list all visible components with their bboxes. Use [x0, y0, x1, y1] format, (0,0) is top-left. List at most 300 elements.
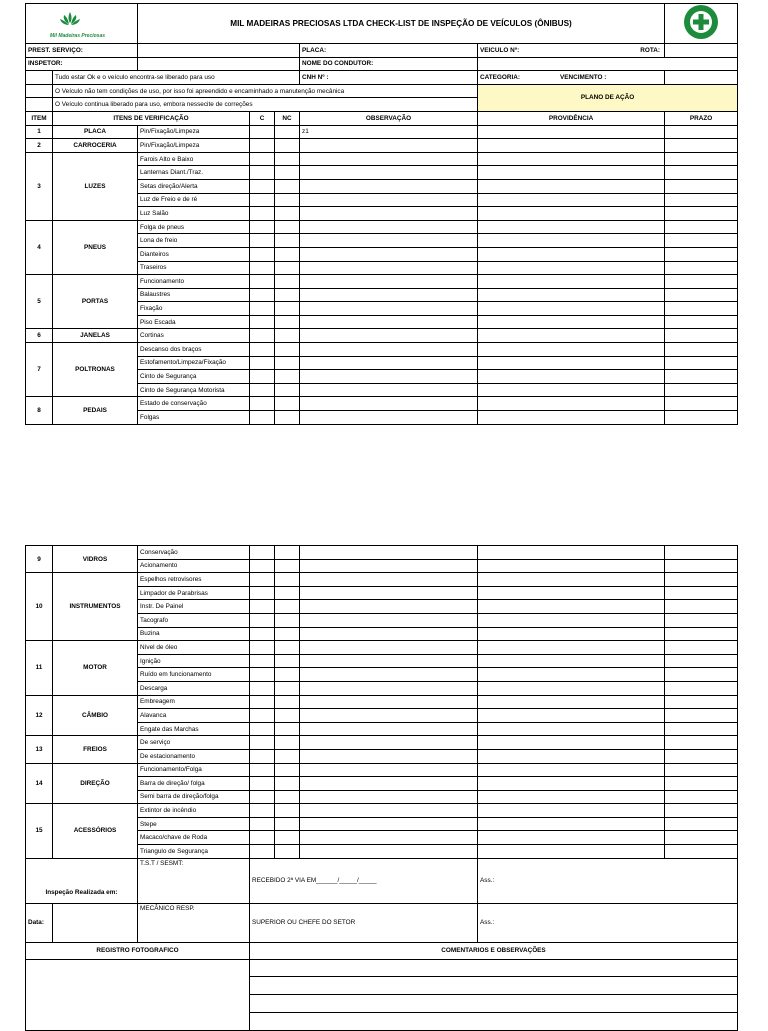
prazo-field[interactable]: [665, 709, 738, 723]
prazo-field[interactable]: [665, 356, 738, 370]
providencia-field[interactable]: [478, 668, 665, 682]
observacao-field[interactable]: [300, 804, 478, 818]
observacao-field[interactable]: [300, 343, 478, 357]
placa-label: PLACA:: [300, 44, 478, 58]
providencia-field[interactable]: [478, 125, 665, 139]
checklist-row: [26, 804, 738, 818]
superior-label[interactable]: SUPERIOR OU CHEFE DO SETOR: [250, 903, 478, 942]
providencia-field[interactable]: [478, 654, 665, 668]
check-item-label: Ignição: [138, 654, 250, 668]
nc-checkbox[interactable]: [275, 736, 300, 750]
check-item-label: Lanternas Diant./Traz.: [138, 166, 250, 180]
page-title: MIL MADEIRAS PRECIOSAS LTDA CHECK-LIST DE INSPEÇÃO DE VEÍCULOS (ÔNIBUS): [138, 4, 665, 44]
c-checkbox[interactable]: [250, 315, 275, 329]
c-checkbox[interactable]: [250, 668, 275, 682]
item-group-name: PLACA: [53, 125, 138, 139]
c-checkbox[interactable]: [250, 397, 275, 411]
comentario-line[interactable]: [250, 995, 738, 1013]
providencia-field[interactable]: [478, 302, 665, 316]
nc-checkbox[interactable]: [275, 302, 300, 316]
check-item-label: Farois Alto e Baixo: [138, 152, 250, 166]
observacao-field[interactable]: [300, 831, 478, 845]
c-checkbox[interactable]: [250, 207, 275, 221]
prazo-field[interactable]: [665, 343, 738, 357]
observacao-field[interactable]: [300, 627, 478, 641]
nc-checkbox[interactable]: [275, 288, 300, 302]
check-item-label: Lona de freio: [138, 234, 250, 248]
inspetor-field[interactable]: [138, 57, 300, 71]
prazo-field[interactable]: [665, 559, 738, 573]
providencia-field[interactable]: [478, 722, 665, 736]
observacao-field[interactable]: [300, 573, 478, 587]
c-checkbox[interactable]: [250, 613, 275, 627]
providencia-field[interactable]: [478, 790, 665, 804]
nc-checkbox[interactable]: [275, 315, 300, 329]
providencia-field[interactable]: [478, 234, 665, 248]
c-checkbox[interactable]: [250, 804, 275, 818]
nc-checkbox[interactable]: [275, 546, 300, 560]
nc-checkbox[interactable]: [275, 275, 300, 289]
providencia-field[interactable]: [478, 179, 665, 193]
observacao-field[interactable]: [300, 356, 478, 370]
observacao-field[interactable]: [300, 207, 478, 221]
nome-condutor-field[interactable]: [478, 57, 738, 71]
prazo-field[interactable]: [665, 302, 738, 316]
c-checkbox[interactable]: [250, 777, 275, 791]
observacao-field[interactable]: [300, 722, 478, 736]
providencia-field[interactable]: [478, 804, 665, 818]
c-checkbox[interactable]: [250, 383, 275, 397]
comentario-line[interactable]: [250, 977, 738, 995]
prazo-field[interactable]: [665, 315, 738, 329]
check-item-label: Traseiros: [138, 261, 250, 275]
prazo-field[interactable]: [665, 668, 738, 682]
prazo-field[interactable]: [665, 831, 738, 845]
nc-checkbox[interactable]: [275, 722, 300, 736]
c-checkbox[interactable]: [250, 125, 275, 139]
check-item-label: Semi barra de direção/folga: [138, 790, 250, 804]
nc-checkbox[interactable]: [275, 790, 300, 804]
checklist-row: [26, 736, 738, 750]
nc-checkbox[interactable]: [275, 831, 300, 845]
c-checkbox[interactable]: [250, 329, 275, 343]
c-checkbox[interactable]: [250, 845, 275, 859]
item-group-name: VIDROS: [53, 546, 138, 573]
observacao-field[interactable]: [300, 247, 478, 261]
providencia-field[interactable]: [478, 397, 665, 411]
c-checkbox[interactable]: [250, 586, 275, 600]
prazo-field[interactable]: [665, 166, 738, 180]
item-group-name: CÂMBIO: [53, 695, 138, 736]
nc-checkbox[interactable]: [275, 804, 300, 818]
nc-checkbox[interactable]: [275, 234, 300, 248]
nc-checkbox[interactable]: [275, 247, 300, 261]
nc-checkbox[interactable]: [275, 600, 300, 614]
c-checkbox[interactable]: [250, 356, 275, 370]
observacao-field[interactable]: [300, 411, 478, 425]
prazo-field[interactable]: [665, 573, 738, 587]
providencia-field[interactable]: [478, 586, 665, 600]
prest-servico-label: PREST. SERVIÇO:: [26, 44, 138, 58]
prazo-field[interactable]: [665, 383, 738, 397]
providencia-field[interactable]: [478, 275, 665, 289]
nc-checkbox[interactable]: [275, 343, 300, 357]
nome-condutor-label: NOME DO CONDUTOR:: [300, 57, 478, 71]
providencia-field[interactable]: [478, 573, 665, 587]
nc-checkbox[interactable]: [275, 613, 300, 627]
checklist-row: [26, 220, 738, 234]
ass-1-label[interactable]: Ass.:: [478, 858, 738, 903]
checklist-row: [26, 343, 738, 357]
c-checkbox[interactable]: [250, 654, 275, 668]
c-checkbox[interactable]: [250, 831, 275, 845]
providencia-field[interactable]: [478, 559, 665, 573]
nc-checkbox[interactable]: [275, 193, 300, 207]
c-checkbox[interactable]: [250, 247, 275, 261]
observacao-field[interactable]: [300, 763, 478, 777]
observacao-field[interactable]: [300, 641, 478, 655]
c-checkbox[interactable]: [250, 179, 275, 193]
nc-checkbox[interactable]: [275, 654, 300, 668]
tst-label[interactable]: T.S.T / SESMT:: [138, 858, 250, 903]
comentarios-header: COMENTARIOS E OBSERVAÇÕES: [250, 942, 738, 959]
check-item-label: Limpador de Parabrisas: [138, 586, 250, 600]
providencia-field[interactable]: [478, 356, 665, 370]
providencia-field[interactable]: [478, 139, 665, 153]
checklist-row: [26, 695, 738, 709]
observacao-field[interactable]: [300, 179, 478, 193]
observacao-field[interactable]: [300, 695, 478, 709]
providencia-field[interactable]: [478, 627, 665, 641]
nc-checkbox[interactable]: [275, 125, 300, 139]
status-correcoes-checkbox[interactable]: [26, 98, 53, 112]
nc-checkbox[interactable]: [275, 586, 300, 600]
c-checkbox[interactable]: [250, 139, 275, 153]
observacao-field[interactable]: [300, 559, 478, 573]
nc-checkbox[interactable]: [275, 397, 300, 411]
c-checkbox[interactable]: [250, 749, 275, 763]
prazo-field[interactable]: [665, 152, 738, 166]
providencia-field[interactable]: [478, 749, 665, 763]
observacao-field[interactable]: [300, 736, 478, 750]
c-checkbox[interactable]: [250, 288, 275, 302]
c-checkbox[interactable]: [250, 817, 275, 831]
nc-checkbox[interactable]: [275, 166, 300, 180]
nc-checkbox[interactable]: [275, 668, 300, 682]
nc-checkbox[interactable]: [275, 139, 300, 153]
providencia-field[interactable]: [478, 695, 665, 709]
prazo-field[interactable]: [665, 641, 738, 655]
col-nc-header: NC: [275, 111, 300, 125]
item-group-name: MOTOR: [53, 641, 138, 695]
nc-checkbox[interactable]: [275, 220, 300, 234]
c-checkbox[interactable]: [250, 193, 275, 207]
prazo-field[interactable]: [665, 207, 738, 221]
check-item-label: Folgas: [138, 411, 250, 425]
observacao-field[interactable]: [300, 397, 478, 411]
nc-checkbox[interactable]: [275, 356, 300, 370]
item-group-name: PEDAIS: [53, 397, 138, 424]
check-item-label: De serviço: [138, 736, 250, 750]
recebido-label[interactable]: RECEBIDO 2ª VIA EM______/_____/_____: [250, 858, 478, 903]
observacao-field[interactable]: [300, 586, 478, 600]
item-group-name: FREIOS: [53, 736, 138, 763]
c-checkbox[interactable]: [250, 709, 275, 723]
nc-checkbox[interactable]: [275, 641, 300, 655]
observacao-field[interactable]: [300, 370, 478, 384]
c-checkbox[interactable]: [250, 166, 275, 180]
observacao-field[interactable]: [300, 668, 478, 682]
veiculo-label: VEICULO Nº: ROTA:: [478, 44, 665, 58]
providencia-field[interactable]: [478, 709, 665, 723]
rota-label: ROTA:: [640, 46, 661, 54]
nc-checkbox[interactable]: [275, 709, 300, 723]
providencia-field[interactable]: [478, 831, 665, 845]
nc-checkbox[interactable]: [275, 329, 300, 343]
prazo-field[interactable]: [665, 804, 738, 818]
nc-checkbox[interactable]: [275, 749, 300, 763]
check-item-label: Balaustres: [138, 288, 250, 302]
providencia-field[interactable]: [478, 288, 665, 302]
prazo-field[interactable]: [665, 247, 738, 261]
c-checkbox[interactable]: [250, 275, 275, 289]
observacao-field[interactable]: [300, 654, 478, 668]
check-item-label: Tacografo: [138, 613, 250, 627]
prazo-field[interactable]: [665, 139, 738, 153]
prazo-field[interactable]: [665, 546, 738, 560]
observacao-field[interactable]: [300, 152, 478, 166]
status-ok-checkbox[interactable]: [26, 71, 53, 85]
nc-checkbox[interactable]: [275, 681, 300, 695]
prazo-field[interactable]: [665, 586, 738, 600]
logo-text: Mil Madeiras Preciosas: [49, 33, 106, 39]
c-checkbox[interactable]: [250, 573, 275, 587]
nc-checkbox[interactable]: [275, 845, 300, 859]
prazo-field[interactable]: [665, 654, 738, 668]
check-item-label: Embreagem: [138, 695, 250, 709]
observacao-field[interactable]: [300, 288, 478, 302]
col-itens-header: ITENS DE VERIFICAÇÃO: [53, 111, 250, 125]
prazo-field[interactable]: [665, 220, 738, 234]
prazo-field[interactable]: [665, 179, 738, 193]
providencia-field[interactable]: [478, 207, 665, 221]
observacao-field[interactable]: [300, 790, 478, 804]
ass-2-label[interactable]: Ass.:: [478, 903, 738, 942]
providencia-field[interactable]: [478, 546, 665, 560]
checklist-row: [26, 125, 738, 139]
observacao-field[interactable]: z1: [300, 125, 478, 139]
c-checkbox[interactable]: [250, 641, 275, 655]
observacao-field[interactable]: [300, 709, 478, 723]
prazo-field[interactable]: [665, 600, 738, 614]
prazo-field[interactable]: [665, 763, 738, 777]
observacao-field[interactable]: [300, 220, 478, 234]
prazo-field[interactable]: [665, 627, 738, 641]
prazo-field[interactable]: [665, 749, 738, 763]
prazo-field[interactable]: [665, 411, 738, 425]
c-checkbox[interactable]: [250, 736, 275, 750]
cnh-label: CNH Nº :: [300, 71, 478, 85]
c-checkbox[interactable]: [250, 152, 275, 166]
nc-checkbox[interactable]: [275, 411, 300, 425]
prazo-field[interactable]: [665, 261, 738, 275]
c-checkbox[interactable]: [250, 695, 275, 709]
providencia-field[interactable]: [478, 247, 665, 261]
providencia-field[interactable]: [478, 193, 665, 207]
prest-servico-field[interactable]: [138, 44, 300, 58]
check-item-label: Folga de pneus: [138, 220, 250, 234]
prazo-field[interactable]: [665, 790, 738, 804]
observacao-field[interactable]: [300, 681, 478, 695]
observacao-field[interactable]: [300, 329, 478, 343]
observacao-field[interactable]: [300, 383, 478, 397]
col-c-header: C: [250, 111, 275, 125]
providencia-field[interactable]: [478, 370, 665, 384]
nc-checkbox[interactable]: [275, 261, 300, 275]
c-checkbox[interactable]: [250, 370, 275, 384]
item-group-name: LUZES: [53, 152, 138, 220]
c-checkbox[interactable]: [250, 411, 275, 425]
c-checkbox[interactable]: [250, 220, 275, 234]
observacao-field[interactable]: [300, 275, 478, 289]
check-item-label: Funcionamento: [138, 275, 250, 289]
prazo-field[interactable]: [665, 288, 738, 302]
providencia-field[interactable]: [478, 261, 665, 275]
item-number: 7: [26, 343, 53, 397]
c-checkbox[interactable]: [250, 559, 275, 573]
observacao-field[interactable]: [300, 315, 478, 329]
c-checkbox[interactable]: [250, 234, 275, 248]
nc-checkbox[interactable]: [275, 695, 300, 709]
check-item-label: Triangulo de Segurança: [138, 845, 250, 859]
prazo-field[interactable]: [665, 193, 738, 207]
c-checkbox[interactable]: [250, 546, 275, 560]
providencia-field[interactable]: [478, 641, 665, 655]
c-checkbox[interactable]: [250, 343, 275, 357]
observacao-field[interactable]: [300, 600, 478, 614]
prazo-field[interactable]: [665, 695, 738, 709]
nc-checkbox[interactable]: [275, 179, 300, 193]
observacao-field[interactable]: [300, 546, 478, 560]
categoria-label: CATEGORIA: VENCIMENTO :: [478, 71, 665, 85]
c-checkbox[interactable]: [250, 302, 275, 316]
check-item-label: Setas direção/Alerta: [138, 179, 250, 193]
nc-checkbox[interactable]: [275, 559, 300, 573]
providencia-field[interactable]: [478, 600, 665, 614]
comentario-line[interactable]: [250, 1012, 738, 1030]
providencia-field[interactable]: [478, 681, 665, 695]
providencia-field[interactable]: [478, 411, 665, 425]
providencia-field[interactable]: [478, 166, 665, 180]
observacao-field[interactable]: [300, 302, 478, 316]
status-apreendido-checkbox[interactable]: [26, 84, 53, 98]
providencia-field[interactable]: [478, 736, 665, 750]
registro-fotografico-area[interactable]: [26, 959, 250, 1030]
observacao-field[interactable]: [300, 261, 478, 275]
observacao-field[interactable]: [300, 845, 478, 859]
providencia-field[interactable]: [478, 845, 665, 859]
observacao-field[interactable]: [300, 777, 478, 791]
item-group-name: PNEUS: [53, 220, 138, 274]
prazo-field[interactable]: [665, 736, 738, 750]
c-checkbox[interactable]: [250, 681, 275, 695]
nc-checkbox[interactable]: [275, 573, 300, 587]
observacao-field[interactable]: [300, 613, 478, 627]
nc-checkbox[interactable]: [275, 207, 300, 221]
prazo-field[interactable]: [665, 722, 738, 736]
c-checkbox[interactable]: [250, 763, 275, 777]
nc-checkbox[interactable]: [275, 777, 300, 791]
col-observacao-header: OBSERVAÇÃO: [300, 111, 478, 125]
providencia-field[interactable]: [478, 329, 665, 343]
prazo-field[interactable]: [665, 777, 738, 791]
nc-checkbox[interactable]: [275, 817, 300, 831]
providencia-field[interactable]: [478, 763, 665, 777]
prazo-field[interactable]: [665, 275, 738, 289]
providencia-field[interactable]: [478, 613, 665, 627]
c-checkbox[interactable]: [250, 790, 275, 804]
observacao-field[interactable]: [300, 139, 478, 153]
nc-checkbox[interactable]: [275, 383, 300, 397]
nc-checkbox[interactable]: [275, 627, 300, 641]
comentario-line[interactable]: [250, 959, 738, 977]
nc-checkbox[interactable]: [275, 152, 300, 166]
observacao-field[interactable]: [300, 166, 478, 180]
check-item-label: Pin/Fixação/Limpeza: [138, 139, 250, 153]
checklist-row: [26, 641, 738, 655]
providencia-field[interactable]: [478, 343, 665, 357]
providencia-field[interactable]: [478, 777, 665, 791]
nc-checkbox[interactable]: [275, 370, 300, 384]
check-item-label: Barra de direção/ folga: [138, 777, 250, 791]
prazo-field[interactable]: [665, 370, 738, 384]
c-checkbox[interactable]: [250, 261, 275, 275]
prazo-field[interactable]: [665, 329, 738, 343]
inspetor-label: INSPETOR:: [26, 57, 138, 71]
observacao-field[interactable]: [300, 234, 478, 248]
prazo-field[interactable]: [665, 613, 738, 627]
observacao-field[interactable]: [300, 749, 478, 763]
c-checkbox[interactable]: [250, 600, 275, 614]
observacao-field[interactable]: [300, 817, 478, 831]
prazo-field[interactable]: [665, 845, 738, 859]
nc-checkbox[interactable]: [275, 763, 300, 777]
check-item-label: Conservação: [138, 546, 250, 560]
item-group-name: CARROCERIA: [53, 139, 138, 153]
providencia-field[interactable]: [478, 383, 665, 397]
prazo-field[interactable]: [665, 817, 738, 831]
item-number: 15: [26, 804, 53, 858]
mecanico-label[interactable]: MECÂNICO RESP.: [138, 903, 250, 942]
rota-field[interactable]: [665, 44, 738, 58]
status-apreendido-label: O Veículo não tem condições de uso, por isso foi apreendido e encaminhado a manutenção mecânica: [53, 84, 478, 98]
col-item-header: ITEM: [26, 111, 53, 125]
observacao-field[interactable]: [300, 193, 478, 207]
prazo-field[interactable]: [665, 397, 738, 411]
data-field[interactable]: [53, 903, 138, 942]
c-checkbox[interactable]: [250, 627, 275, 641]
prazo-field[interactable]: [665, 125, 738, 139]
providencia-field[interactable]: [478, 817, 665, 831]
providencia-field[interactable]: [478, 315, 665, 329]
providencia-field[interactable]: [478, 152, 665, 166]
c-checkbox[interactable]: [250, 722, 275, 736]
prazo-field[interactable]: [665, 681, 738, 695]
prazo-field[interactable]: [665, 234, 738, 248]
vencimento-field[interactable]: [665, 71, 738, 85]
item-number: 8: [26, 397, 53, 424]
providencia-field[interactable]: [478, 220, 665, 234]
